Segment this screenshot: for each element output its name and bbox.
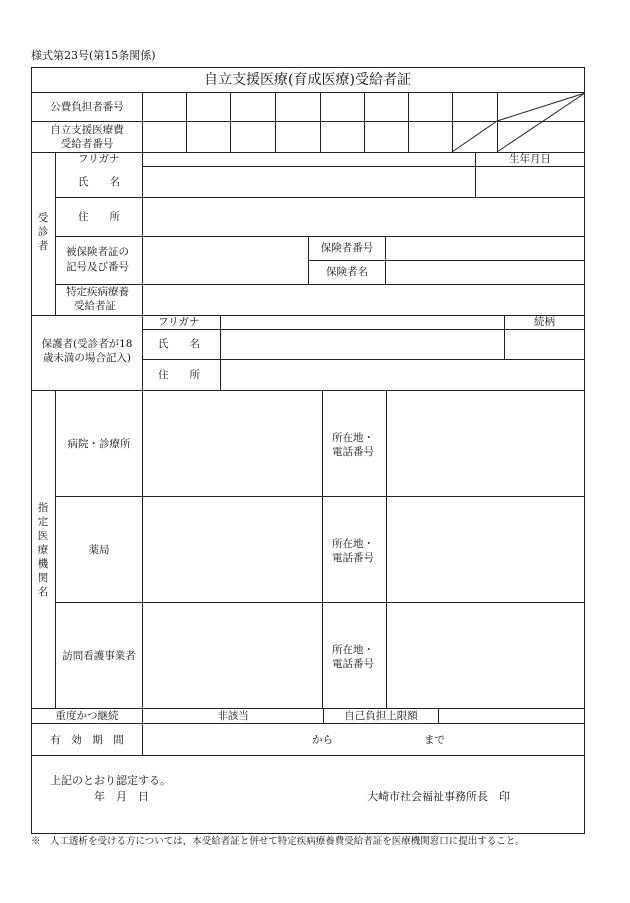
hospital-label: 病院・診療所 [67, 438, 131, 450]
patient-name-label: 氏 名 [78, 176, 120, 188]
nursing-location-label-line2: 電話番号 [332, 658, 374, 670]
pharmacy-location-label-line1: 所在地・ [332, 538, 374, 550]
pharmacy-label: 薬局 [88, 544, 110, 556]
patient-label-char: 者 [37, 240, 49, 252]
copay-limit-label: 自己負担上限額 [344, 710, 418, 722]
patient-label-char: 診 [37, 226, 49, 238]
certification-statement: 上記のとおり認定する。 [50, 774, 171, 787]
insurance-card-label-line2: 記号及び番号 [66, 261, 129, 273]
validity-from: から [312, 734, 333, 746]
institution-label-char: 医 [37, 530, 49, 542]
guardian-label-line2: 歳未満の場合記入) [42, 352, 132, 364]
guardian-furigana-label: フリガナ [158, 316, 200, 328]
footnote: ※ 人工透析を受ける方については，本受給者証と併せて特定疾病療養費受給者証を医療機関窓口に提出すること。 [31, 836, 525, 847]
payer-number-label: 公費負担者番号 [50, 101, 124, 113]
certification-date: 年 月 日 [94, 790, 149, 803]
patient-birthdate-label: 生年月日 [509, 153, 551, 165]
insurance-card-label-line1: 被保険者証の [66, 246, 129, 258]
institution-label-char: 定 [37, 516, 49, 528]
severe-continuous-label: 重度かつ継続 [55, 710, 119, 722]
nursing-provider-label: 訪問看護事業者 [62, 650, 136, 662]
guardian-address-label: 住 所 [158, 369, 200, 381]
insurer-name-label: 保険者名 [326, 266, 368, 278]
guardian-relationship-label: 続柄 [534, 316, 555, 328]
form-title: 自立支援医療(育成医療)受給者証 [204, 72, 411, 88]
institution-label-char: 名 [37, 586, 49, 598]
hospital-location-label-line2: 電話番号 [332, 446, 374, 458]
recipient-number-label-line2: 受給者番号 [60, 138, 114, 150]
patient-label-char: 受 [37, 212, 49, 224]
institution-label-char: 指 [37, 502, 49, 514]
guardian-label-line1: 保護者(受診者が18 [41, 338, 133, 350]
validity-to: まで [424, 734, 445, 746]
institution-label-char: 関 [37, 572, 49, 584]
patient-furigana-label: フリガナ [78, 153, 120, 165]
institution-label-char: 機 [37, 558, 49, 570]
institution-label-char: 療 [37, 544, 49, 556]
specific-disease-label-line1: 特定疾病療養 [66, 286, 129, 298]
insurer-number-label: 保険者番号 [320, 242, 374, 254]
validity-period-label: 有 効 期 間 [50, 734, 124, 746]
guardian-name-label: 氏 名 [158, 338, 200, 350]
certification-issuer: 大崎市社会福祉事務所長 印 [367, 790, 510, 803]
pharmacy-location-label-line2: 電話番号 [332, 552, 374, 564]
specific-disease-label-line2: 受給者証 [74, 300, 116, 312]
patient-address-label: 住 所 [78, 211, 120, 223]
severe-continuous-value: 非該当 [217, 710, 249, 722]
form-number: 様式第23号(第15条関係) [31, 49, 156, 62]
hospital-location-label-line1: 所在地・ [332, 432, 374, 444]
recipient-number-label-line1: 自立支援医療費 [50, 124, 124, 136]
nursing-location-label-line1: 所在地・ [332, 644, 374, 656]
